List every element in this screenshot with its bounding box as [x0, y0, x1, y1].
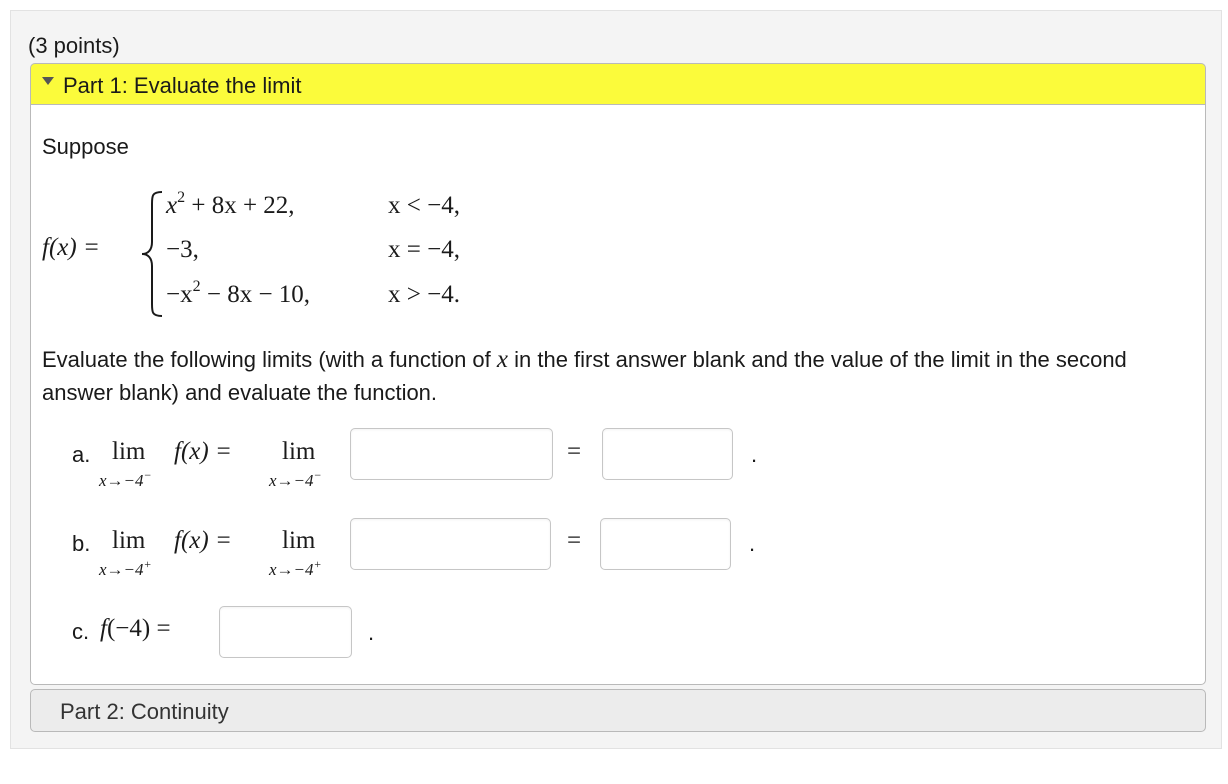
question-b-sub: x→−4+ [99, 557, 152, 579]
part1-header[interactable] [30, 63, 1206, 105]
caret-down-icon[interactable] [42, 77, 54, 85]
instructions-text: Evaluate the following limits (with a function of x in the first answer blank and the value of the limit in the second answer blank) and evaluate the function. [42, 346, 1127, 405]
left-brace-icon [140, 190, 164, 318]
piece-row-1-expr: $x^2 + 8x + 22$, [166, 189, 295, 219]
question-a-answer2-input[interactable] [602, 428, 733, 480]
question-b-sub2: x→−4+ [269, 557, 322, 579]
question-c-expr: f(−4) = [100, 615, 171, 642]
question-a-sub2: x→−4− [269, 468, 322, 490]
question-a-label: a. [72, 442, 91, 467]
question-b-fx: f(x) = [174, 527, 232, 554]
question-a-period: . [751, 442, 758, 467]
piece-row-1-cond: x < −4, [388, 192, 460, 219]
question-a-equals: = [567, 438, 582, 465]
question-c-label: c. [72, 619, 90, 644]
question-a-fx: f(x) = [174, 438, 232, 465]
suppose-text: Suppose [42, 134, 129, 159]
function-lhs: f(x) = [42, 234, 100, 261]
piece-row-2-cond: x = −4, [388, 236, 460, 263]
part2-title[interactable]: Part 2: Continuity [60, 699, 229, 724]
question-b-equals: = [567, 527, 582, 554]
question-b-answer2-input[interactable] [600, 518, 731, 570]
question-c-answer-input[interactable] [219, 606, 352, 658]
points-label: (3 points) [28, 33, 120, 58]
question-b-lim2: lim [282, 527, 316, 554]
question-c-period: . [368, 620, 375, 645]
piece-row-3-expr: $-x^2 - 8x - 10$, [166, 278, 311, 308]
question-b-answer1-input[interactable] [350, 518, 551, 570]
question-a-lim2: lim [282, 438, 316, 465]
part1-title[interactable]: Part 1: Evaluate the limit [63, 73, 302, 98]
question-a-sub: x→−4− [99, 468, 152, 490]
question-b-lim: lim [112, 527, 146, 554]
part2-header[interactable] [30, 689, 1206, 732]
piece-row-3-cond: x > −4. [388, 281, 460, 308]
question-a-answer1-input[interactable] [350, 428, 553, 480]
question-a-lim: lim [112, 438, 146, 465]
question-b-label: b. [72, 531, 91, 556]
question-b-period: . [749, 531, 756, 556]
piece-row-2-expr: −3, [166, 236, 199, 263]
